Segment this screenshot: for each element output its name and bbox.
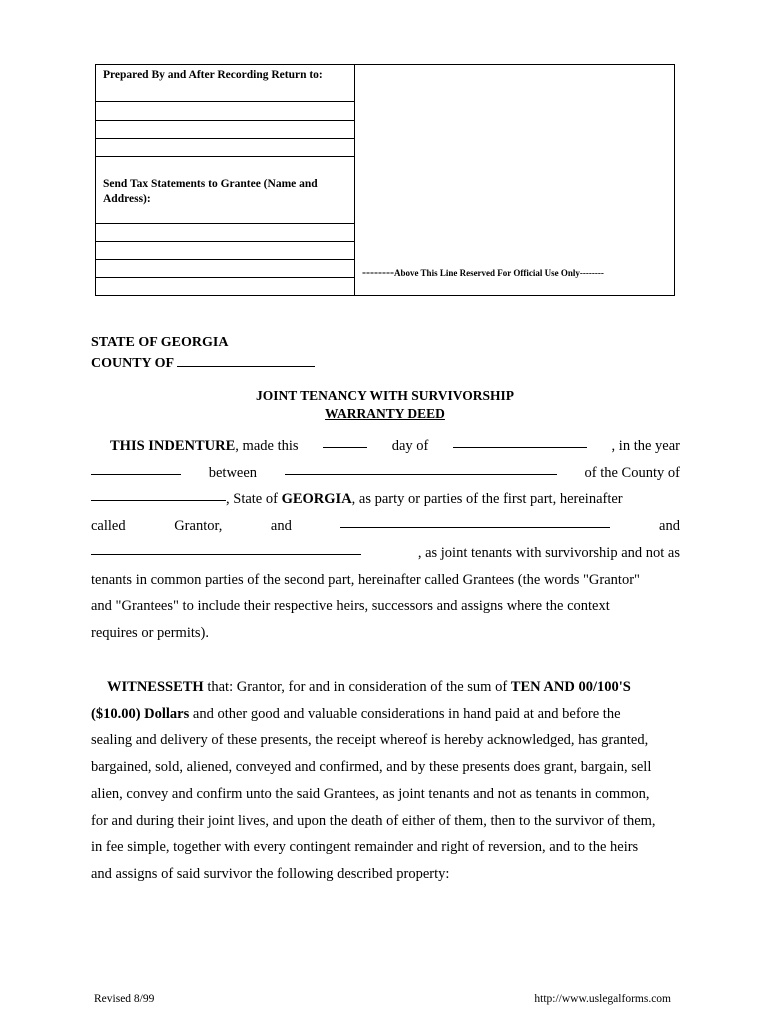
deed-title-line-2 [0,405,770,423]
county-blank[interactable] [177,352,315,367]
grantee-address-line-3[interactable] [96,259,355,260]
source-url[interactable]: http://www.uslegalforms.com [534,993,671,1005]
first-part-text: , as party or parties of the first part, hereinafter [351,491,623,508]
witnesseth-line-5: alien, convey and confirm unto the said Grantees, as joint tenants and not as tenants in common, [91,785,650,802]
this-indenture: THIS INDENTURE [110,438,236,454]
grantor-county-blank[interactable] [91,486,226,501]
and-text: and [270,518,292,535]
return-address-line-1[interactable] [96,101,355,102]
deed-title-line-1: JOINT TENANCY WITH SURVIVORSHIP [256,388,514,403]
state-of-text: , State of [226,491,278,508]
indenture-line-5 [91,540,680,567]
return-address-line-4[interactable] [96,156,355,157]
day-of-text: day of [391,438,429,454]
recording-info-box [95,64,675,296]
year-blank[interactable] [91,460,181,475]
state-line: STATE OF GEORGIA [91,335,229,350]
return-address-line-3[interactable] [96,138,355,139]
grantee-two-blank[interactable] [91,540,361,555]
indenture-line-8: requires or permits). [91,624,209,641]
indenture-line-1 [91,433,680,460]
county-label: COUNTY OF [91,356,174,371]
indenture-line-2 [91,460,680,487]
state-county-heading [91,334,315,373]
deed-title-underlined: WARRANTY DEED [325,406,445,421]
witnesseth-line-6: for and during their joint lives, and upon the death of either of them, then to the survivor of them, [91,812,656,829]
grantee-address-line-4[interactable] [96,277,355,278]
witnesseth-text-2: and other good and valuable considerations in hand paid at and before the [189,705,621,722]
grantee-one-blank[interactable] [340,513,610,528]
return-address-line-2[interactable] [96,120,355,121]
joint-tenants-text: , as joint tenants with survivorship and not as [417,544,680,561]
official-use-notice [362,265,604,280]
georgia-text: GEORGIA [281,491,352,508]
grantor-text: Grantor, [174,518,223,535]
of-county-text: of the County of [584,464,680,481]
witnesseth-line-4: bargained, sold, aliened, conveyed and confirmed, and by these presents does grant, bargain, sell [91,759,652,776]
witnesseth-line-7: in fee simple, together with every contingent remainder and right of reversion, and to the heirs [91,839,639,856]
and-text-2: and [659,518,680,535]
grantor-name-blank[interactable] [285,460,557,475]
recording-left-column [96,65,355,295]
reserved-dashes: -------- [362,265,394,279]
indenture-line-6: tenants in common parties of the second part, hereinafter called Grantees (the words "Grantor" [91,571,640,588]
prepared-by-label: Prepared By and After Recording Return to: [103,69,323,81]
consideration-dollars: ($10.00) Dollars [91,705,190,722]
called-text: called [91,518,126,535]
indenture-line-7: and "Grantees" to include their respective heirs, successors and assigns where the context [91,598,610,615]
indenture-line-4 [91,513,680,540]
witnesseth-text-1: that: Grantor, for and in consideration of the sum of [203,679,511,695]
consideration-sum: TEN AND 00/100'S [510,679,631,695]
between-text: between [208,464,258,481]
witnesseth-paragraph [91,674,680,888]
witnesseth-line-1 [91,674,680,701]
witnesseth-line-2 [91,701,680,728]
witnesseth-line-3: sealing and delivery of these presents, the receipt whereof is hereby acknowledged, has granted, [91,732,649,749]
made-this-text: , made this [235,438,299,454]
reserved-text: Above This Line Reserved For Official Use Only-------- [393,268,604,278]
indenture-paragraph [91,433,680,647]
witnesseth-line-8: and assigns of said survivor the following described property: [91,865,450,882]
indenture-line-3 [91,486,680,513]
county-line [91,352,315,373]
grantee-address-line-2[interactable] [96,241,355,242]
witnesseth-lead: WITNESSETH [107,679,204,695]
send-tax-statements-label: Send Tax Statements to Grantee (Name and Address): [103,178,318,205]
in-the-year-text: , in the year [611,438,680,454]
day-blank[interactable] [323,433,367,448]
month-blank[interactable] [453,433,587,448]
grantee-address-line-1[interactable] [96,223,355,224]
revision-note: Revised 8/99 [94,993,155,1005]
